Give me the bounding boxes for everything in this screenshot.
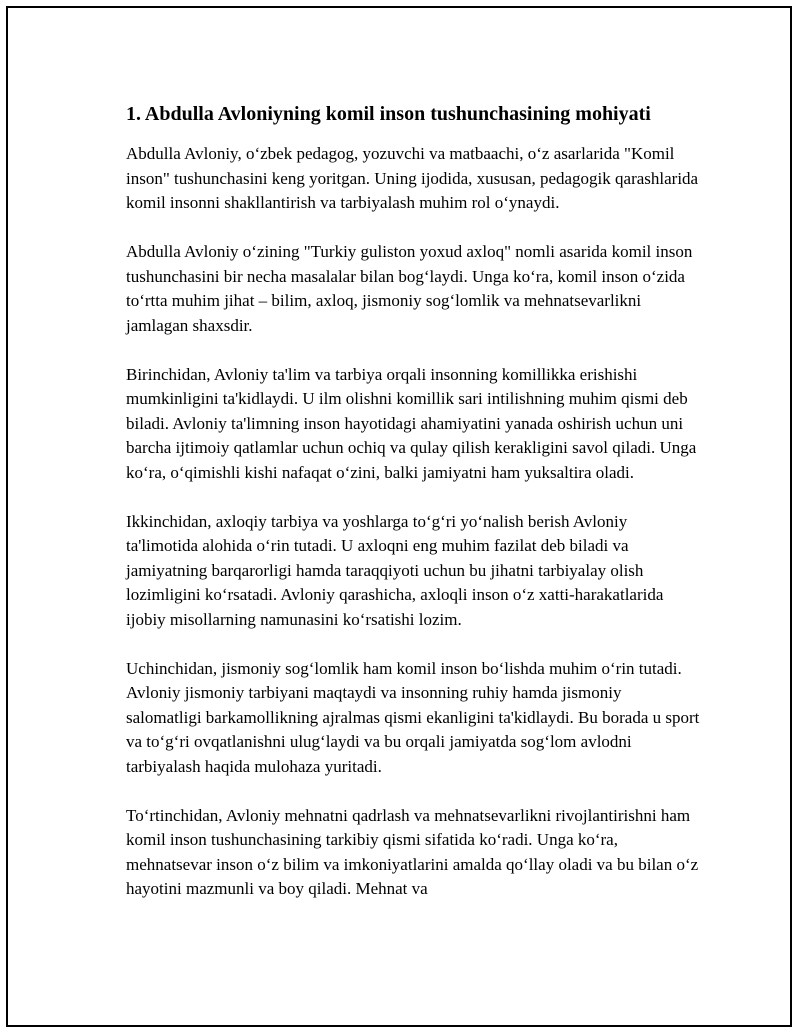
paragraph-intro: Abdulla Avloniy, o‘zbek pedagog, yozuvchi va matbaachi, o‘z asarlarida "Komil inson" tushunchasini keng yoritgan. Uning ijodida, xususan, pedagogik qarashlarida komil insonni shakllantirish va tarbiyalash muhim rol o‘ynaydi. [126, 144, 699, 212]
paragraph-fourth-point: To‘rtinchidan, Avloniy mehnatni qadrlash va mehnatsevarlikni rivojlantirishni ham komil inson tushunchasining tarkibiy qismi sifatida ko‘radi. Unga ko‘ra, mehnatsevar inson o‘z bilim va imkoniyatlarini amalda qo‘llay oladi va bu bilan o‘z hayotini mazmunli va boy qiladi. Mehnat va [126, 805, 699, 898]
paragraph-first-point: Birinchidan, Avloniy ta'lim va tarbiya orqali insonning komillikka erishishi mumkinligini ta'kidlaydi. U ilm olishni komillik sari intilishning muhim qismi deb biladi. Avloniy ta'limning inson hayotidagi ahamiyatini yanada oshirish uchun uni barcha ijtimoiy qatlamlar uchun ochiq va qulay qilish kerakligini savol qiladi. Unga ko‘ra, o‘qimishli kishi nafaqat o‘zini, balki jamiyatni ham yuksaltira oladi. [126, 364, 697, 482]
document-body [126, 98, 701, 926]
paragraph-second-point: Ikkinchidan, axloqiy tarbiya va yoshlarga to‘g‘ri yo‘nalish berish Avloniy ta'limotida alohida o‘rin tutadi. U axloqni eng muhim fazilat deb biladi va jamiyatning barqarorligi hamda taraqqiyoti uchun bu jihatni tarbiyalay olish lozimligini ko‘rsatadi. Avloniy qarashicha, axloqli inson o‘z xatti-harakatlarida ijobiy misollarning namunasini ko‘rsatishi lozim. [126, 511, 664, 629]
page-frame [6, 6, 792, 1027]
paragraph-turkiy-guliston: Abdulla Avloniy o‘zining "Turkiy guliston yoxud axloq" nomli asarida komil inson tushunchasini bir necha masalalar bilan bog‘laydi. Unga ko‘ra, komil inson o‘zida to‘rtta muhim jihat – bilim, axloq, jismoniy sog‘lomlik va mehnatsevarlikni jamlagan shaxsdir. [126, 242, 693, 335]
document-title: 1. Abdulla Avloniyning komil inson tushunchasining mohiyati [126, 103, 651, 125]
paragraph-third-point: Uchinchidan, jismoniy sog‘lomlik ham komil inson bo‘lishda muhim o‘rin tutadi. Avloniy jismoniy tarbiyani maqtaydi va insonning ruhiy hamda jismoniy salomatligi barkamollikning ajralmas qismi ekanligini ta'kidlaydi. Bu borada u sport va to‘g‘ri ovqatlanishni ulug‘laydi va bu orqali jamiyatda sog‘lom avlodni tarbiyalash haqida mulohaza yuritadi. [126, 658, 700, 776]
